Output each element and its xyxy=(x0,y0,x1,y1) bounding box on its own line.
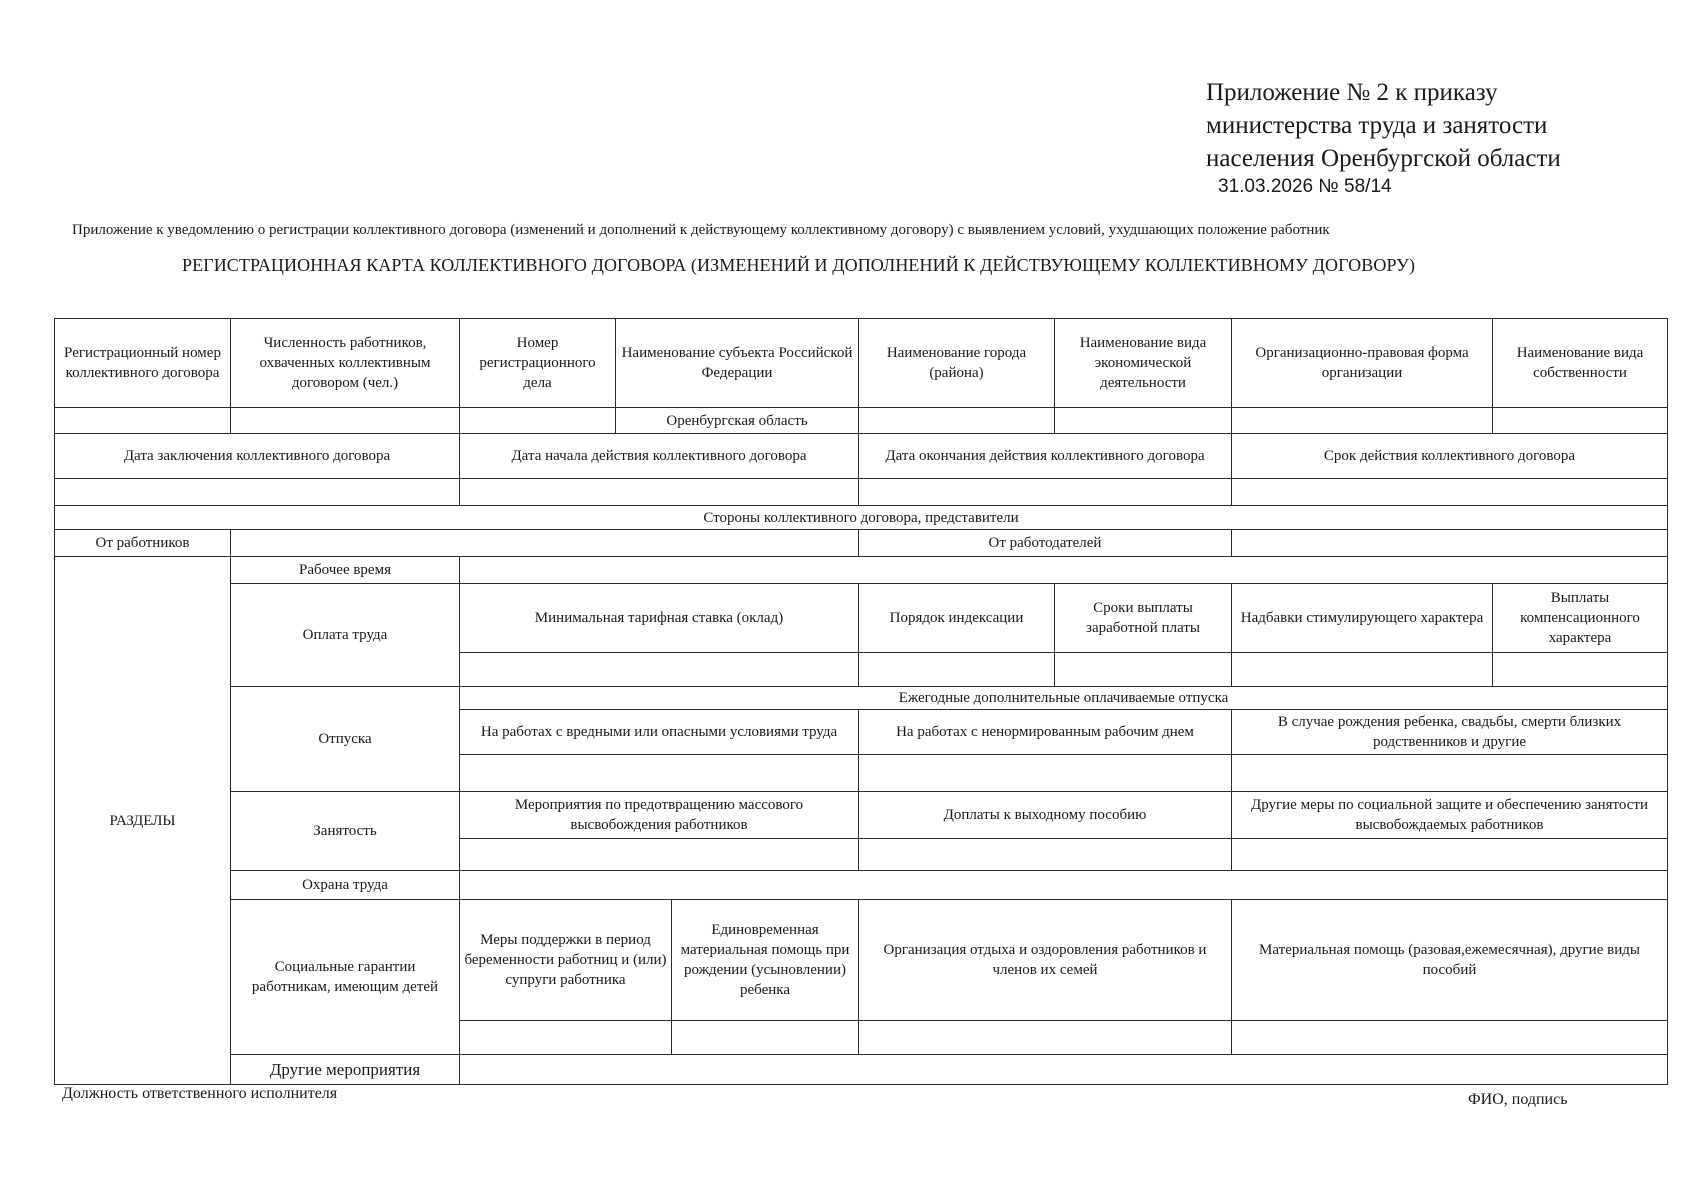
value-cell[interactable] xyxy=(459,870,1668,900)
value-cell[interactable] xyxy=(1054,407,1232,434)
registration-table xyxy=(54,318,1668,1085)
value-cell[interactable] xyxy=(459,478,859,506)
social-material-aid: Материальная помощь (разовая,ежемесячная), другие виды пособий xyxy=(1231,899,1668,1021)
head-city: Наименование города (района) xyxy=(858,318,1055,408)
value-cell[interactable] xyxy=(858,407,1055,434)
value-cell[interactable] xyxy=(1231,754,1668,792)
pay-terms: Сроки выплаты заработной платы xyxy=(1054,583,1232,653)
employment-prevention: Мероприятия по предотвращению массового высвобождения работников xyxy=(459,791,859,839)
value-cell[interactable] xyxy=(1231,1020,1668,1055)
value-cell[interactable] xyxy=(1231,838,1668,871)
safety-label: Охрана труда xyxy=(230,870,460,900)
vacation-irregular: На работах с ненормированным рабочим днем xyxy=(858,709,1232,755)
employment-severance: Доплаты к выходному пособию xyxy=(858,791,1232,839)
value-cell[interactable] xyxy=(459,754,859,792)
stamp-line: министерства труда и занятости xyxy=(1206,112,1548,139)
value-cell[interactable] xyxy=(459,838,859,871)
other-label: Другие мероприятия xyxy=(230,1054,460,1085)
value-cell[interactable] xyxy=(1492,407,1668,434)
value-cell[interactable] xyxy=(459,1054,1668,1085)
value-cell[interactable] xyxy=(459,1020,672,1055)
value-cell[interactable] xyxy=(230,529,859,557)
employment-other-measures: Другие меры по социальной защите и обеспечению занятости высвобождаемых работников xyxy=(1231,791,1668,839)
head-legal-form: Организационно-правовая форма организации xyxy=(1231,318,1493,408)
pay-min-rate: Минимальная тарифная ставка (оклад) xyxy=(459,583,859,653)
value-cell[interactable] xyxy=(858,478,1232,506)
value-cell[interactable] xyxy=(858,1020,1232,1055)
approval-stamp xyxy=(1206,76,1561,199)
from-employers-label: От работодателей xyxy=(858,529,1232,557)
work-time-label: Рабочее время xyxy=(230,556,460,584)
date-end-label: Дата окончания действия коллективного договора xyxy=(858,433,1232,479)
value-cell[interactable] xyxy=(1231,407,1493,434)
pay-incentives: Надбавки стимулирующего характера xyxy=(1231,583,1493,653)
vacation-family: В случае рождения ребенка, свадьбы, смерти близких родственников и другие xyxy=(1231,709,1668,755)
head-region: Наименование субъекта Российской Федерации xyxy=(615,318,859,408)
value-cell[interactable] xyxy=(858,754,1232,792)
pay-compensation: Выплаты компенсационного характера xyxy=(1492,583,1668,653)
vacation-hazardous: На работах с вредными или опасными условиями труда xyxy=(459,709,859,755)
pay-label: Оплата труда xyxy=(230,583,460,687)
date-start-label: Дата начала действия коллективного договора xyxy=(459,433,859,479)
preamble: Приложение к уведомлению о регистрации коллективного договора (изменений и дополнений к действующему коллективному договору) с выявлением условий, ухудшающих положение работник xyxy=(72,222,1330,238)
value-cell[interactable] xyxy=(1231,478,1668,506)
stamp-line: Приложение № 2 к приказу xyxy=(1206,79,1498,106)
head-case-number: Номер регистрационного дела xyxy=(459,318,616,408)
parties-label: Стороны коллективного договора, представители xyxy=(54,505,1668,530)
term-label: Срок действия коллективного договора xyxy=(1231,433,1668,479)
vacation-group-label: Ежегодные дополнительные оплачиваемые отпуска xyxy=(459,686,1668,710)
vacation-label: Отпуска xyxy=(230,686,460,792)
document-title: РЕГИСТРАЦИОННАЯ КАРТА КОЛЛЕКТИВНОГО ДОГОВОРА (ИЗМЕНЕНИЙ И ДОПОЛНЕНИЙ К ДЕЙСТВУЮЩЕМУ КОЛЛЕКТИВНОМУ ДОГОВОРУ) xyxy=(182,255,1416,275)
value-cell[interactable] xyxy=(671,1020,859,1055)
from-workers-label: От работников xyxy=(54,529,231,557)
value-cell[interactable] xyxy=(54,478,460,506)
value-cell[interactable] xyxy=(1492,652,1668,687)
social-label: Социальные гарантии работникам, имеющим детей xyxy=(230,899,460,1055)
social-pregnancy: Меры поддержки в период беременности работниц и (или) супруги работника xyxy=(459,899,672,1021)
date-concluded-label: Дата заключения коллективного договора xyxy=(54,433,460,479)
head-employee-count: Численность работников, охваченных коллективным договором (чел.) xyxy=(230,318,460,408)
value-cell[interactable] xyxy=(1231,529,1668,557)
stamp-line: населения Оренбургской области xyxy=(1206,145,1561,172)
footer-position: Должность ответственного исполнителя xyxy=(62,1085,338,1102)
head-reg-number: Регистрационный номер коллективного договора xyxy=(54,318,231,408)
footer-signature: ФИО, подпись xyxy=(1468,1091,1568,1108)
value-cell[interactable] xyxy=(1054,652,1232,687)
region-value: Оренбургская область xyxy=(615,407,859,434)
value-cell[interactable] xyxy=(230,407,460,434)
employment-label: Занятость xyxy=(230,791,460,871)
pay-indexation: Порядок индексации xyxy=(858,583,1055,653)
sections-label: РАЗДЕЛЫ xyxy=(54,556,231,1085)
head-activity: Наименование вида экономической деятельности xyxy=(1054,318,1232,408)
value-cell[interactable] xyxy=(459,556,1668,584)
value-cell[interactable] xyxy=(858,652,1055,687)
social-birth-aid: Единовременная материальная помощь при рождении (усыновлении) ребенка xyxy=(671,899,859,1021)
stamp-date: 31.03.2026 № 58/14 xyxy=(1218,176,1392,197)
value-cell[interactable] xyxy=(459,407,616,434)
head-ownership: Наименование вида собственности xyxy=(1492,318,1668,408)
value-cell[interactable] xyxy=(858,838,1232,871)
value-cell[interactable] xyxy=(54,407,231,434)
value-cell[interactable] xyxy=(459,652,859,687)
value-cell[interactable] xyxy=(1231,652,1493,687)
social-recreation: Организация отдыха и оздоровления работников и членов их семей xyxy=(858,899,1232,1021)
